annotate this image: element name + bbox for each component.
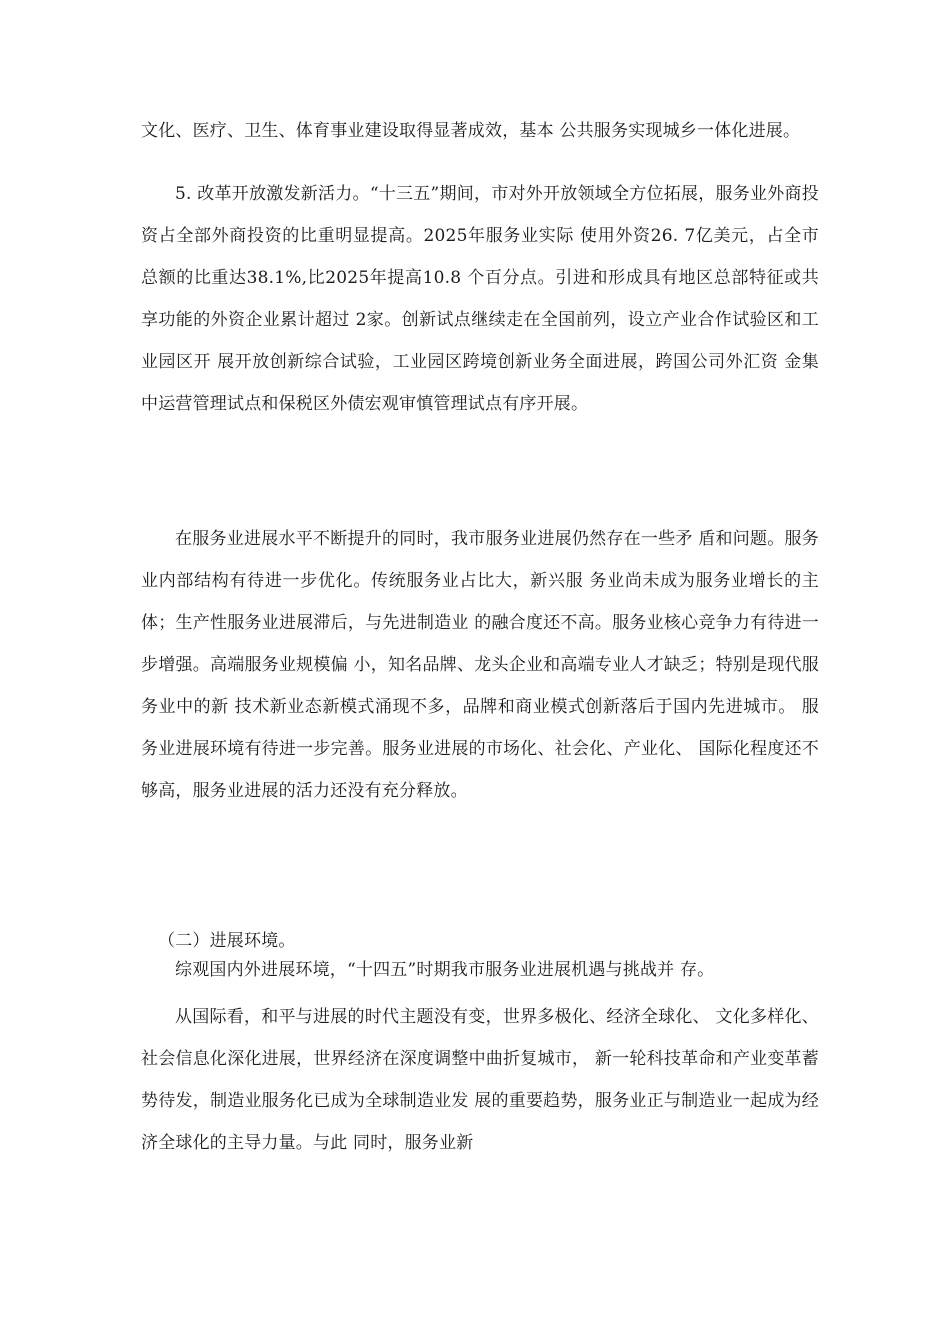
section-heading-environment: （二）进展环境。 [158,931,296,951]
paragraph-problems: 在服务业进展水平不断提升的同时，我市服务业进展仍然存在一些矛 盾和问题。服务业内部结构有待进一步优化。传统服务业占比大，新兴服 务业尚未成为服务业增长的主体；生产性服务业进展滞后，与先进制造业 的融合度还不高。服务业核心竞争力有待进一步增强。高端服务业规模偏 小，知名品牌、龙头企业和高端专业人才缺乏；特别是现代服务业中的新 技术新业态新模式涌现不多，品牌和商业模式创新落后于国内先进城市。 服务业进展环境有待进一步完善。服务业进展的市场化、社会化、产业化、 国际化程度还不够高，服务业进展的活力还没有充分释放。 [141,529,819,801]
paragraph-reform-opening: 5. 改革开放激发新活力。“十三五”期间，市对外开放领域全方位拓展，服务业外商投资占全部外商投资的比重明显提高。2025年服务业实际 使用外资26. 7亿美元，占全市总额的比重达38.1%,比2025年提高10.8 个百分点。引进和形成具有地区总部特征或共享功能的外资企业累计超过 2家。创新试点继续走在全国前列，设立产业合作试验区和工业园区开 展开放创新综合试验，工业园区跨境创新业务全面进展，跨国公司外汇资 金集中运营管理试点和保税区外债宏观审慎管理试点有序开展。 [141,184,819,414]
paragraph-international-view: 从国际看，和平与进展的时代主题没有变，世界多极化、经济全球化、 文化多样化、社会信息化深化进展，世界经济在深度调整中曲折复城市， 新一轮科技革命和产业变革蓄势待发，制造业服务化已成为全球制造业发 展的重要趋势，服务业正与制造业一起成为经济全球化的主导力量。与此 同时，服务业新 [141,1007,819,1153]
paragraph-public-services: 文化、医疗、卫生、体育事业建设取得显著成效，基本 公共服务实现城乡一体化进展。 [141,121,801,141]
paragraph-environment-overview: 综观国内外进展环境，“十四五”时期我市服务业进展机遇与挑战并 存。 [175,960,715,980]
